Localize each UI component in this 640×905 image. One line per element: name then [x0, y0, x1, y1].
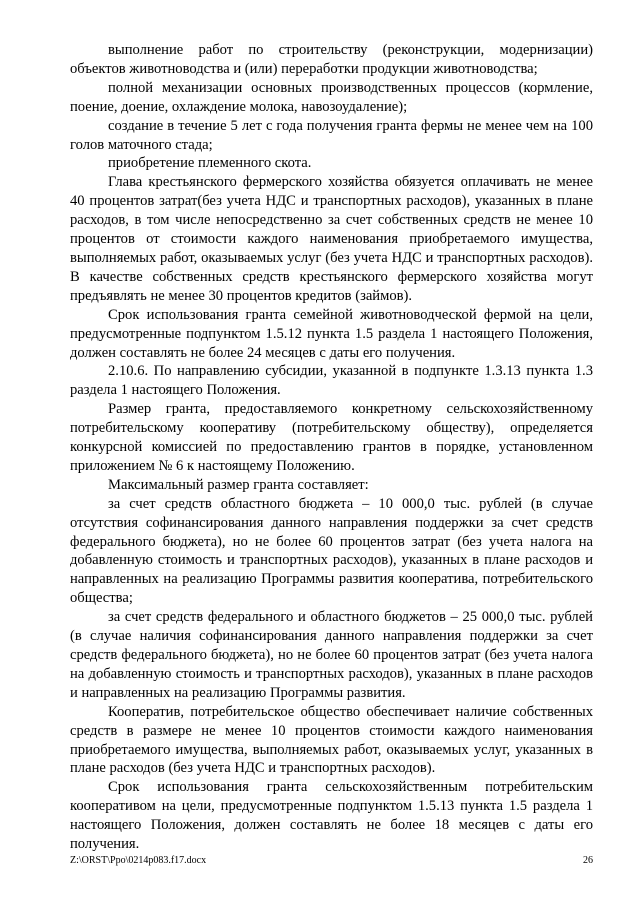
paragraph: Размер гранта, предоставляемого конкретному сельскохозяйственному потребительскому кооперативу (потребительскому обществу), определяется конкурсной комиссией по предоставлению грантов в порядке, установленном приложением № 6 к настоящему Положению.: [70, 401, 593, 474]
paragraph: создание в течение 5 лет с года получения гранта фермы не менее чем на 100 голов маточного стада;: [70, 117, 593, 153]
document-body: [70, 41, 593, 854]
paragraph: Кооператив, потребительское общество обеспечивает наличие собственных средств в размере не менее 10 процентов стоимости каждого наименования приобретаемого имущества, выполняемых работ, оказываемых услуг, указанных в плане расходов (без учета НДС и транспортных расходов).: [70, 703, 593, 777]
paragraph: приобретение племенного скота.: [108, 155, 312, 172]
paragraph: Срок использования гранта семейной животноводческой фермой на цели, предусмотренные подпунктом 1.5.12 пункта 1.5 раздела 1 настоящего Положения, должен составлять не более 24 месяцев с даты его получения.: [70, 306, 593, 361]
paragraph: Глава крестьянского фермерского хозяйства обязуется оплачивать не менее 40 процентов затрат(без учета НДС и транспортных расходов), указанных в плане расходов, в том числе непосредственно за счет собственных средств не менее 10 процентов от стоимости каждого наименования приобретаемого имущества, выполняемых работ, оказываемых услуг (без учета НДС и транспортных расходов). В качестве собственных средств крестьянского фермерского хозяйства могут предъявлять не менее 30 процентов кредитов (займов).: [70, 174, 593, 304]
page-footer: [70, 855, 593, 866]
paragraph: за счет средств федерального и областного бюджетов – 25 000,0 тыс. рублей (в случае наличия софинансирования данного направления поддержки за счет средств федерального бюджета), но не более 60 процентов затрат (без учета налога на добавленную стоимость и транспортных расходов), указанных в плане расходов и направленных на реализацию Программы развития.: [70, 609, 593, 701]
paragraph: Максимальный размер гранта составляет:: [108, 476, 369, 493]
paragraph: за счет средств областного бюджета – 10 000,0 тыс. рублей (в случае отсутствия софинансирования данного направления поддержки за счет средств федерального бюджета), но не более 60 процентов затрат (без учета налога на добавленную стоимость и транспортных расходов), указанных в плане расходов и направленных на реализацию Программы развития кооператива, потребительского общества;: [70, 495, 593, 607]
paragraph: Срок использования гранта сельскохозяйственным потребительским кооперативом на цели, предусмотренные подпунктом 1.5.13 пункта 1.5 раздела 1 настоящего Положения, должен составлять не более 18 месяцев с даты его получения.: [70, 779, 593, 853]
page-number: 26: [583, 855, 593, 866]
paragraph: полной механизации основных производственных процессов (кормление, поение, доение, охлаждение молока, навозоудаление);: [70, 79, 593, 115]
paragraph: 2.10.6. По направлению субсидии, указанной в подпункте 1.3.13 пункта 1.3 раздела 1 настоящего Положения.: [70, 363, 593, 399]
paragraph: выполнение работ по строительству (реконструкции, модернизации) объектов животноводства и (или) переработки продукции животноводства;: [70, 42, 593, 77]
footer-file-path: Z:\ORST\Ppo\0214p083.f17.docx: [70, 855, 207, 866]
